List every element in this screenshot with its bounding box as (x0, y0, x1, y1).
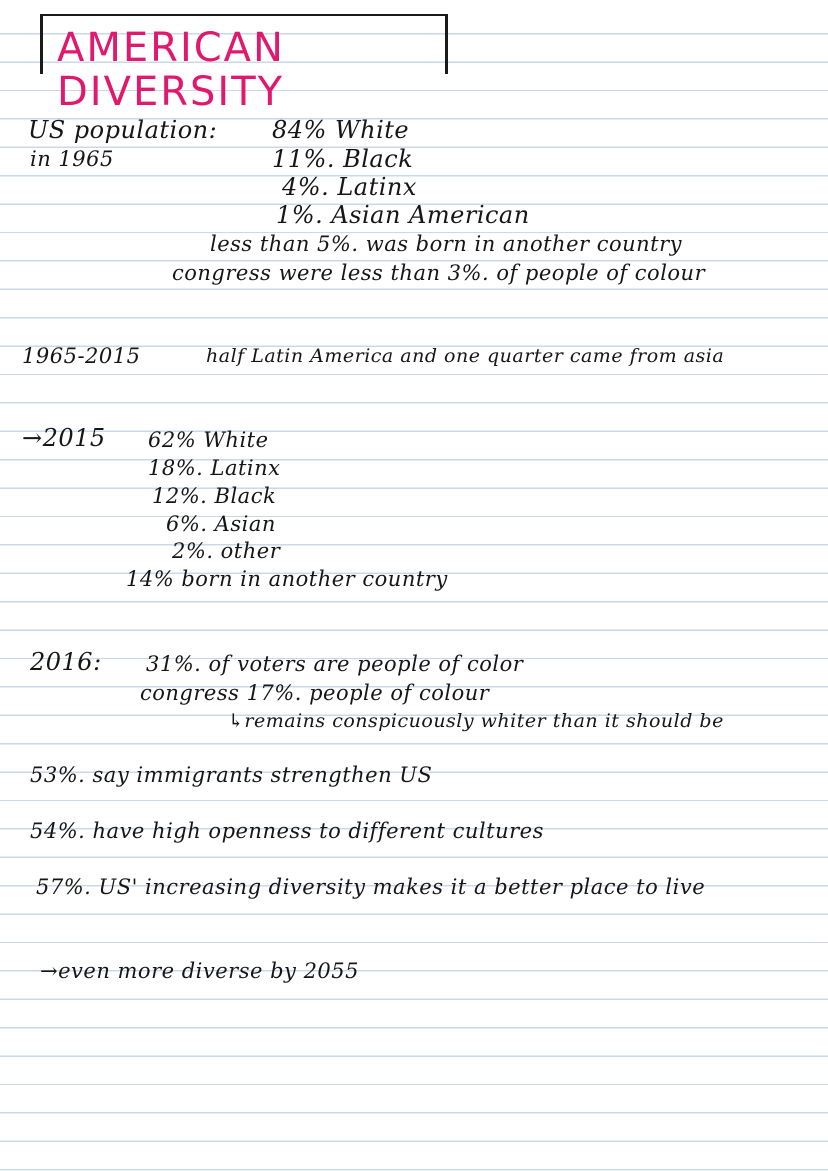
year-1965-label: in 1965 (30, 147, 114, 171)
note-2016-whiter: ↳remains conspicuously whiter than it should be (228, 710, 724, 732)
stat-2015-asian: 6%. Asian (166, 512, 276, 536)
stat-2015-latinx: 18%. Latinx (148, 456, 281, 480)
stat-2016-congress: congress 17%. people of colour (140, 681, 490, 705)
stat-2015-black: 12%. Black (152, 484, 277, 508)
title-box (40, 14, 448, 115)
note-1965-foreign-born: less than 5%. was born in another country (210, 232, 682, 256)
conclusion-2055: →even more diverse by 2055 (40, 959, 360, 983)
year-2016-label: 2016: (30, 648, 102, 676)
stat-1965-latinx: 4%. Latinx (282, 173, 417, 201)
fact-immigrants-strengthen: 53%. say immigrants strengthen US (30, 763, 433, 787)
stat-2015-foreign-born: 14% born in another country (126, 567, 448, 591)
us-population-label: US population: (28, 116, 218, 144)
year-2015-label: →2015 (22, 424, 106, 452)
note-1965-congress: congress were less than 3%. of people of colour (172, 261, 706, 285)
stat-1965-white: 84% White (272, 116, 410, 144)
stat-1965-asian: 1%. Asian American (276, 201, 530, 229)
stat-1965-black: 11%. Black (272, 145, 414, 173)
fact-diversity-better-place: 57%. US' increasing diversity makes it a better place to live (36, 875, 706, 899)
page-title: AMERICAN DIVERSITY (57, 25, 285, 115)
stat-2016-voters: 31%. of voters are people of color (146, 652, 524, 676)
stat-2015-white: 62% White (148, 428, 269, 452)
fact-openness-cultures: 54%. have high openness to different cultures (30, 819, 544, 843)
stat-2015-other: 2%. other (172, 539, 281, 563)
period-1965-2015-text: half Latin America and one quarter came from asia (206, 345, 725, 367)
period-1965-2015-label: 1965-2015 (22, 344, 141, 368)
